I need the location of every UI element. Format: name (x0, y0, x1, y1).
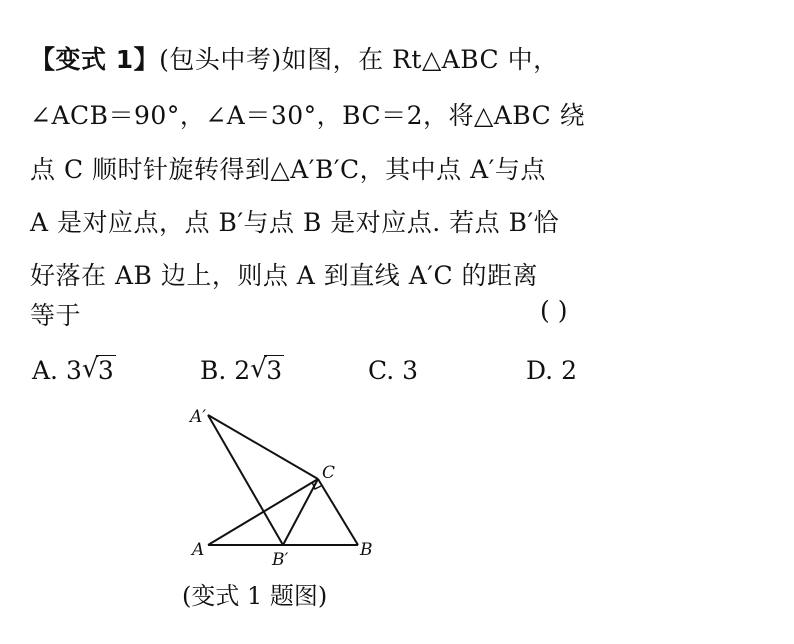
option-a-letter: A. (32, 356, 59, 385)
label-a: A (192, 540, 205, 560)
problem-tag: 【变式 1】 (30, 45, 160, 74)
answer-parentheses: ( ) (540, 296, 568, 325)
answer-options (32, 356, 632, 392)
option-a-coef: 3 (65, 356, 82, 385)
problem-line-3: 点 C 顺时针旋转得到△A′B′C，其中点 A′与点 (30, 155, 546, 184)
label-b-prime: B′ (272, 550, 289, 570)
problem-line-4: A 是对应点，点 B′与点 B 是对应点. 若点 B′恰 (30, 208, 560, 237)
option-c-letter: C. (368, 356, 395, 385)
option-b[interactable] (200, 356, 284, 385)
option-d-letter: D. (526, 356, 554, 385)
problem-line-1 (30, 40, 559, 76)
geometry-figure (180, 402, 390, 574)
option-b-coef: 2 (234, 356, 251, 385)
label-b: B (360, 540, 373, 560)
label-a-prime: A′ (190, 407, 207, 427)
sqrt-symbol: √ 3 (81, 354, 114, 385)
problem-line-2: ∠ACB＝90°，∠A＝30°，BC＝2，将△ABC 绕 (30, 101, 586, 130)
segment-a-prime-b-prime (208, 415, 283, 545)
option-c[interactable] (368, 356, 418, 385)
segment-a-prime-c (208, 415, 318, 479)
problem-line-6: 等于 (30, 301, 82, 330)
sqrt-symbol: √ 3 (250, 354, 283, 385)
option-d-value: 2 (561, 356, 577, 385)
option-b-letter: B. (200, 356, 227, 385)
option-a[interactable] (32, 356, 116, 385)
option-d[interactable] (526, 356, 577, 385)
option-b-radicand: 3 (266, 356, 283, 385)
figure-caption: (变式 1 题图) (182, 582, 328, 610)
label-c: C (322, 463, 336, 483)
problem-line-1-text: 如图，在 Rt△ABC 中， (281, 45, 559, 74)
option-a-radicand: 3 (97, 356, 114, 385)
problem-source: (包头中考) (159, 45, 282, 74)
option-c-value: 3 (402, 356, 419, 385)
problem-line-5: 好落在 AB 边上，则点 A 到直线 A′C 的距离 (30, 261, 539, 290)
segment-b-c (318, 479, 358, 545)
